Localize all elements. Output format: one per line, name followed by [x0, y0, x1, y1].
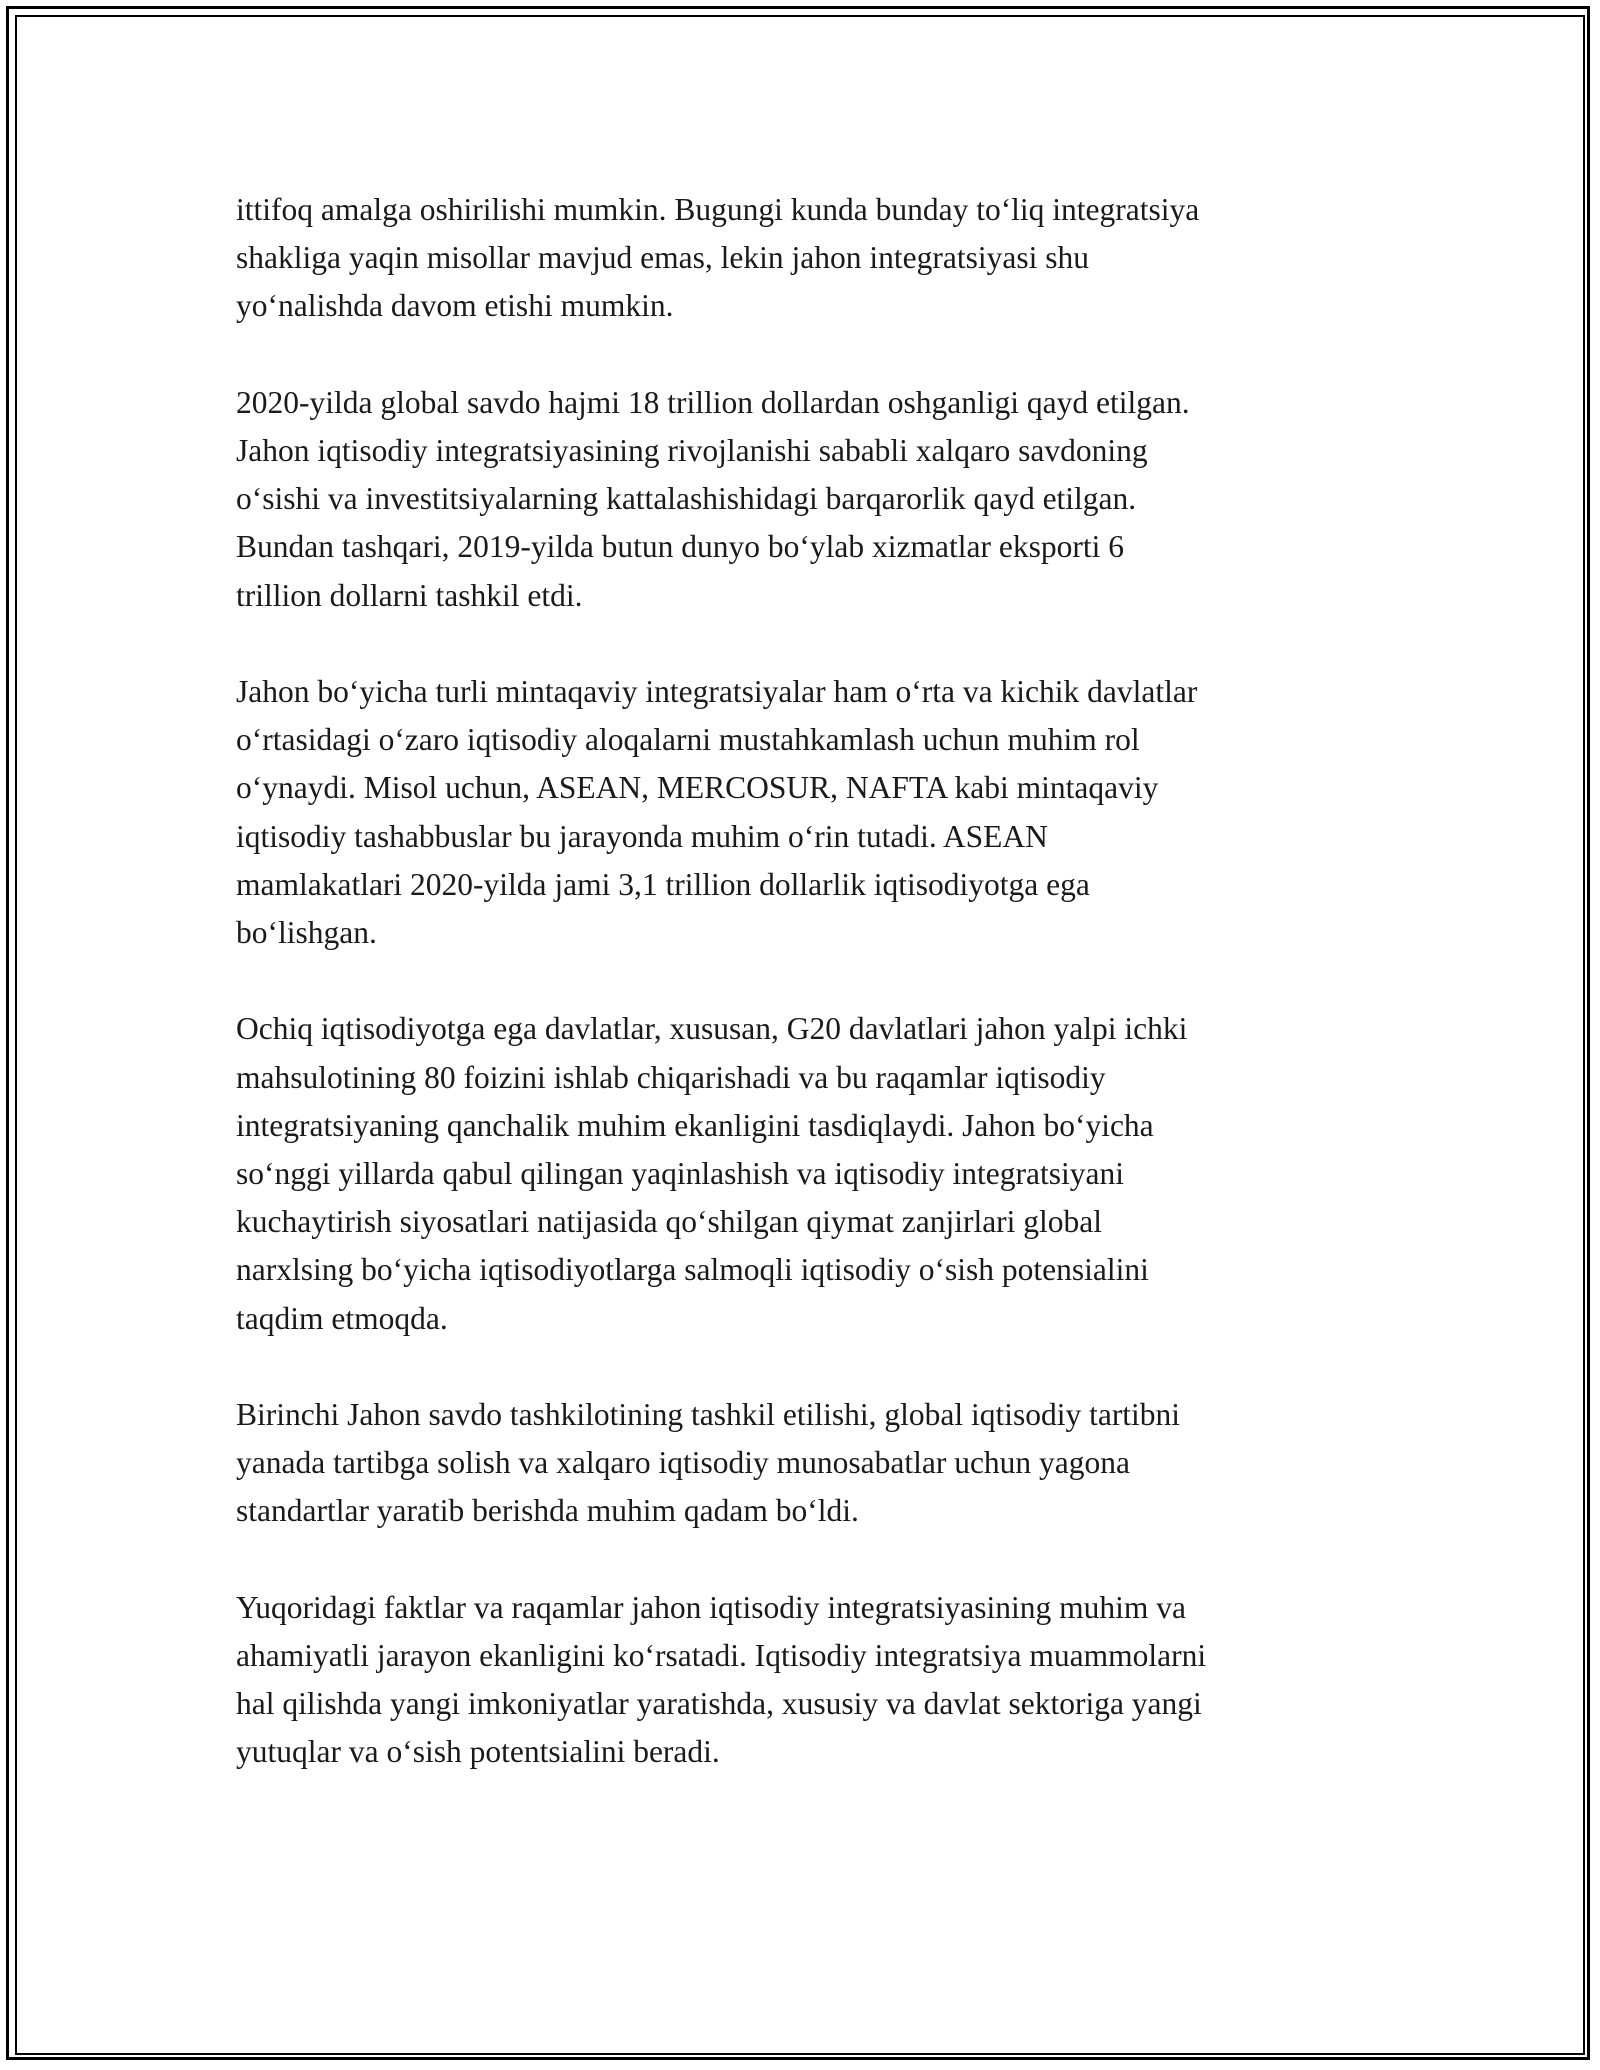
paragraph-4: Ochiq iqtisodiyotga ega davlatlar, xususan, G20 davlatlari jahon yalpi ichki mahsulotining 80 foizini ishlab chiqarishadi va bu raqamlar iqtisodiy integratsiyaning qanchalik muhim ekanligini tasdiqlaydi. Jahon bo‘yicha so‘nggi yillarda qabul qilingan yaqinlashish va iqtisodiy integratsiyani kuchaytirish siyosatlari natijasida qo‘shilgan qiymat zanjirlari global narxlsing bo‘yicha iqtisodiyotlarga salmoqli iqtisodiy o‘sish potensialini taqdim etmoqda.	[236, 1011, 1188, 1336]
paragraph-2: 2020-yilda global savdo hajmi 18 trillion dollardan oshganligi qayd etilgan. Jahon iqtisodiy integratsiyasining rivojlanishi sababli xalqaro savdoning o‘sishi va investitsiyalarning kattalashishidagi barqarorlik qayd etilgan. Bundan tashqari, 2019-yilda butun dunyo bo‘ylab xizmatlar eksporti 6 trillion dollarni tashkil etdi.	[236, 384, 1190, 613]
paragraph-6: Yuqoridagi faktlar va raqamlar jahon iqtisodiy integratsiyasining muhim va ahamiyatli jarayon ekanligini ko‘rsatadi. Iqtisodiy integratsiya muammolarni hal qilishda yangi imkoniyatlar yaratishda, xususiy va davlat sektoriga yangi yutuqlar va o‘sish potentsialini beradi.	[236, 1589, 1207, 1770]
document-body	[236, 186, 1396, 1825]
paragraph-1: ittifoq amalga oshirilishi mumkin. Bugungi kunda bunday to‘liq integratsiya shakliga yaqin misollar mavjud emas, lekin jahon integratsiyasi shu yo‘nalishda davom etishi mumkin.	[236, 192, 1200, 324]
paragraph-3: Jahon bo‘yicha turli mintaqaviy integratsiyalar ham o‘rta va kichik davlatlar o‘rtasidagi o‘zaro iqtisodiy aloqalarni mustahkamlash uchun muhim rol o‘ynaydi. Misol uchun, ASEAN, MERCOSUR, NAFTA kabi mintaqaviy iqtisodiy tashabbuslar bu jarayonda muhim o‘rin tutadi. ASEAN mamlakatlari 2020-yilda jami 3,1 trillion dollarlik iqtisodiyotga ega bo‘lishgan.	[236, 674, 1198, 951]
paragraph-5: Birinchi Jahon savdo tashkilotining tashkil etilishi, global iqtisodiy tartibni yanada tartibga solish va xalqaro iqtisodiy munosabatlar uchun yagona standartlar yaratib berishda muhim qadam bo‘ldi.	[236, 1397, 1181, 1529]
